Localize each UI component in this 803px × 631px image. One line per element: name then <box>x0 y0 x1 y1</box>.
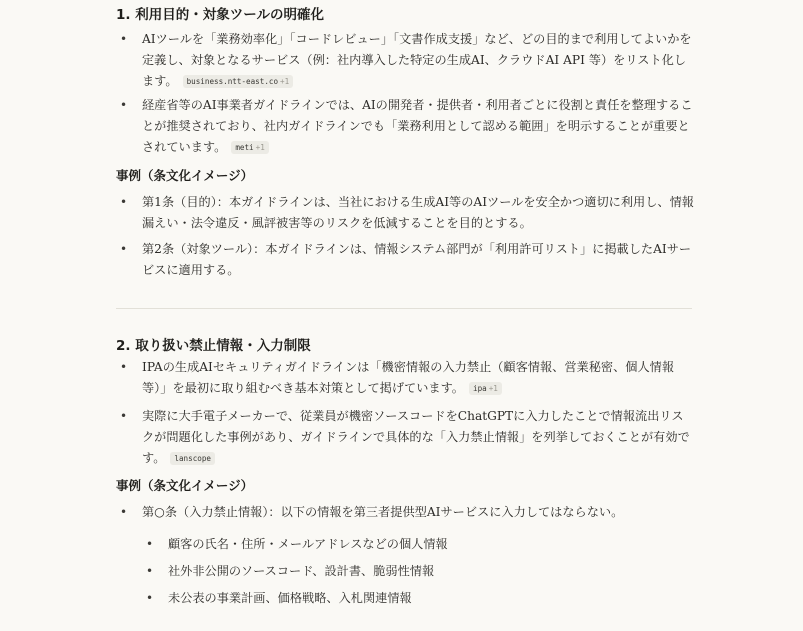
citation-chip[interactable] <box>183 75 294 88</box>
list-item <box>116 502 694 523</box>
list-item <box>116 406 694 469</box>
section-divider <box>116 308 692 309</box>
list-item-text: IPAの生成AIセキュリティガイドラインは「機密情報の入力禁止（顧客情報、営業秘密、個人情報等）」を最初に取り組むべき基本対策として掲げています。 <box>142 360 675 395</box>
list-item <box>116 588 694 609</box>
list-item-text: 社外非公開のソースコード、設計書、脆弱性情報 <box>168 564 435 578</box>
purpose-bullet-list <box>116 29 694 90</box>
citation-count: +1 <box>255 143 265 152</box>
purpose-bullet-list-2 <box>116 95 694 158</box>
prohibited-bullet-list-2 <box>116 406 694 469</box>
list-item-text: AIツールを「業務効率化」「コードレビュー」「文書作成支援」など、どの目的まで利用してよいかを定義し、対象となるサービス（例：社内導入した特定の生成AI、クラウドAI API 等）をリスト化します。 <box>142 32 692 88</box>
citation-source: meti <box>235 143 254 152</box>
citation-count: +1 <box>488 384 498 393</box>
list-item-text: 経産省等のAI事業者ガイドラインでは、AIの開発者・提供者・利用者ごとに役割と責任を整理することが推奨されており、社内ガイドラインでも「業務利用として認める範囲」を明示することが重要とされています。 <box>142 98 693 154</box>
list-item <box>116 357 694 399</box>
list-item <box>116 29 694 90</box>
citation-chip[interactable] <box>170 452 215 465</box>
list-item-text: 実際に大手電子メーカーで、従業員が機密ソースコードをChatGPTに入力したことで情報流出リスクが問題化した事例があり、ガイドラインで具体的な「入力禁止情報」を列挙しておくことが有効です。 <box>142 409 690 465</box>
citation-chip[interactable] <box>469 382 502 395</box>
list-item-text: 未公表の事業計画、価格戦略、入札関連情報 <box>168 591 412 605</box>
list-item <box>116 95 694 158</box>
citation-count: +1 <box>280 77 290 86</box>
citation-chip[interactable] <box>231 141 268 154</box>
list-item-text: 顧客の氏名・住所・メールアドレスなどの個人情報 <box>168 537 448 551</box>
list-item-text: 第2条（対象ツール）：本ガイドラインは、情報システム部門が「利用許可リスト」に掲載したAIサービスに適用する。 <box>142 242 692 277</box>
citation-source: lanscope <box>174 454 211 463</box>
purpose-example-list <box>116 192 694 234</box>
prohibited-bullet-list <box>116 357 694 399</box>
list-item <box>116 534 694 555</box>
list-item-text: 第1条（目的）：本ガイドラインは、当社における生成AI等のAIツールを安全かつ適切に利用し、情報漏えい・法令違反・風評被害等のリスクを低減することを目的とする。 <box>142 195 694 230</box>
prohibited-example-list <box>116 502 694 523</box>
purpose-example-list-2 <box>116 239 694 281</box>
example-heading-purpose: 事例（条文化イメージ） <box>116 168 254 183</box>
list-item <box>116 239 694 281</box>
citation-source: business.ntt-east.co <box>186 77 279 86</box>
list-item <box>116 192 694 234</box>
citation-source: ipa <box>473 384 487 393</box>
section-heading-prohibited-info: 2. 取り扱い禁止情報・入力制限 <box>116 338 311 354</box>
list-item-text: 第○条（入力禁止情報）：以下の情報を第三者提供型AIサービスに入力してはならない。 <box>142 505 624 519</box>
section-heading-purpose: 1. 利用目的・対象ツールの明確化 <box>116 7 324 23</box>
list-item <box>116 561 694 582</box>
example-heading-prohibited: 事例（条文化イメージ） <box>116 478 254 493</box>
prohibited-nested-list <box>116 534 694 609</box>
